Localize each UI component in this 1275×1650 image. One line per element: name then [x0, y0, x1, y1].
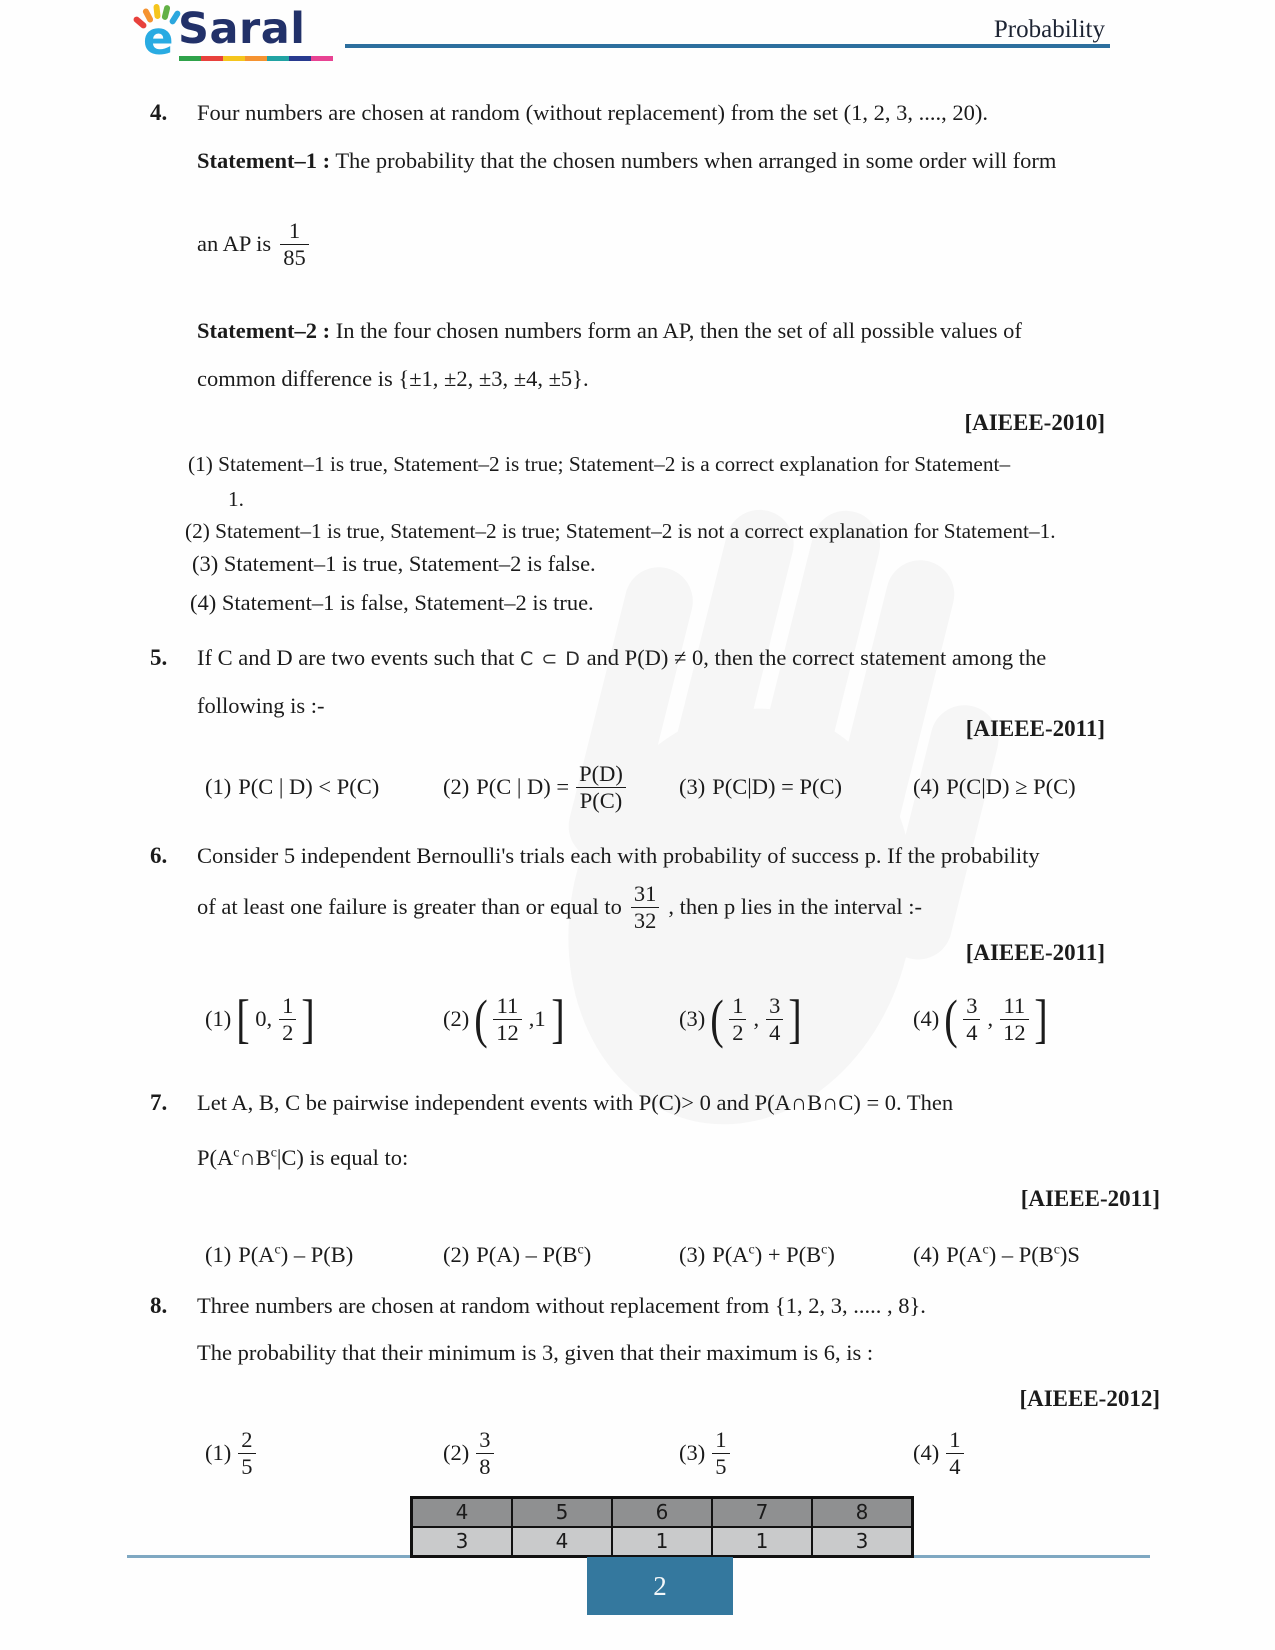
answers-table: [410, 1496, 914, 1558]
q7-line1: Let A, B, C be pairwise independent events with P(C)> 0 and P(A∩B∩C) = 0. Then: [197, 1090, 954, 1115]
answers-table-value-cell: 4: [512, 1527, 612, 1556]
logo-underline: [179, 56, 333, 61]
q8-option-2: (2) $\frac{3}{8}$: [443, 1427, 679, 1480]
answers-table-value-cell: 3: [812, 1527, 912, 1556]
q4-statement1-text: The probability that the chosen numbers when arranged in some order will form: [335, 148, 1057, 173]
q6-options: [205, 980, 1165, 1058]
esaral-logo: [143, 4, 353, 65]
q4-ap-pre: an AP is: [197, 231, 272, 257]
q4-source-tag: [AIEEE-2010]: [964, 410, 1105, 435]
page-number-box: [587, 1557, 733, 1615]
q6-option-3: (3) ( $\frac{1}{2}$ , $\frac{3}{4}$ ]: [679, 988, 803, 1049]
q6-line2: of at least one failure is greater than or equal to $\frac{31}{32}$ , then p lies in the interval :-: [197, 880, 923, 933]
answers-table-value-cell: 1: [612, 1527, 712, 1556]
answers-table-header-cell: 6: [612, 1498, 712, 1527]
q5-option-2-fraction: $\frac{P(D)}{P(C)}$: [576, 761, 626, 814]
q8-line2: The probability that their minimum is 3, given that their maximum is 6, is :: [197, 1340, 874, 1365]
q5-subset-expression: C ⊂ D: [520, 648, 581, 670]
q4-option-3: (3) Statement–1 is true, Statement–2 is false.: [192, 551, 596, 576]
answers-table-header-cell: 7: [712, 1498, 812, 1527]
q5-line1: If C and D are two events such that C ⊂ D and P(D) ≠ 0, then the correct statement among the: [197, 645, 1047, 670]
q4-statement2-label: Statement–2 :: [197, 318, 331, 343]
q5-line2: following is :-: [197, 693, 325, 718]
q4-option-1-cont: 1.: [228, 487, 244, 511]
q6-number: 6.: [150, 843, 168, 868]
q7-option-2: (2) $P(A) - P(B^c)$: [443, 1242, 592, 1267]
q8-option-4: (4) $\frac{1}{4}$: [913, 1427, 1165, 1480]
q4-statement1-label: Statement–1 :: [197, 148, 331, 173]
answers-table-value-cell: 3: [412, 1527, 512, 1556]
q8-line1: Three numbers are chosen at random without replacement from {1, 2, 3, ..... , 8}.: [197, 1293, 926, 1318]
q4-option-4: (4) Statement–1 is false, Statement–2 is true.: [190, 590, 594, 615]
q4-ap-fraction: $\frac{1}{85}$: [280, 218, 309, 271]
q8-number: 8.: [150, 1293, 168, 1318]
q4-statement2-line2: common difference is {±1, ±2, ±3, ±4, ±5}.: [197, 366, 589, 391]
q5-option-4: (4) P(C|D) ≥ P(C): [913, 774, 1076, 799]
q7-source-tag: [AIEEE-2011]: [1020, 1186, 1160, 1211]
page-number: 2: [653, 1570, 667, 1601]
q6-option-1: (1) [ 0, $\frac{1}{2}$ ]: [205, 988, 316, 1049]
q7-option-1: (1) $P(A^c) - P(B)$: [205, 1242, 354, 1267]
q4-statement2: [197, 318, 1022, 344]
q7-number: 7.: [150, 1090, 168, 1115]
q4-number: 4.: [150, 100, 168, 125]
q8-option-3: (3) $\frac{1}{5}$: [679, 1427, 913, 1480]
q6-line2-fraction: $\frac{31}{32}$: [631, 881, 660, 934]
q4-intro: Four numbers are chosen at random (without replacement) from the set (1, 2, 3, ...., 20).: [197, 100, 989, 125]
q4-option-1: (1) Statement–1 is true, Statement–2 is true; Statement–2 is a correct explanation for Statement–: [188, 452, 1011, 476]
logo-wordmark: Saral: [178, 4, 306, 54]
q4-statement1: [197, 148, 1056, 174]
q4-option-2: (2) Statement–1 is true, Statement–2 is true; Statement–2 is not a correct explanation for Statement–1.: [185, 519, 1056, 543]
q4-statement2-text: In the four chosen numbers form an AP, then the set of all possible values of: [335, 318, 1022, 343]
q7-line2: $P(A^c\cap B^c|C)$ is equal to:: [197, 1145, 409, 1170]
q7-options: [205, 1238, 1170, 1272]
q8-option-1: (1) $\frac{2}{5}$: [205, 1427, 443, 1480]
page-topic: Probability: [993, 16, 1105, 43]
q8-source-tag: [AIEEE-2012]: [1019, 1386, 1160, 1411]
q5-option-3: (3) P(C|D) = P(C): [679, 774, 842, 799]
answers-table-header-cell: 5: [512, 1498, 612, 1527]
q7-option-4: (4) $P(A^c) - P(B^c)S$: [913, 1242, 1080, 1267]
q5-number: 5.: [150, 645, 168, 670]
answers-table-value-cell: 1: [712, 1527, 812, 1556]
q5-option-1: (1) P(C | D) < P(C): [205, 774, 380, 799]
q6-option-2: (2) ( $\frac{11}{12}$ ,1 ]: [443, 988, 565, 1049]
q5-source-tag: [AIEEE-2011]: [965, 716, 1105, 741]
q8-options: [205, 1424, 1165, 1482]
logo-letter-e: e: [143, 12, 174, 65]
answers-table-header-cell: 4: [412, 1498, 512, 1527]
q5-option-2: (2) P(C | D) = $\frac{P(D)}{P(C)}$: [443, 761, 679, 814]
q4-ap-line: [197, 218, 309, 271]
header-rule: [345, 44, 1110, 48]
q6-source-tag: [AIEEE-2011]: [965, 940, 1105, 965]
q5-options: [205, 745, 1165, 829]
q6-line1: Consider 5 independent Bernoulli's trials each with probability of success p. If the probability: [197, 843, 1040, 868]
answers-table-header-cell: 8: [812, 1498, 912, 1527]
q6-option-4: (4) ( $\frac{3}{4}$ , $\frac{11}{12}$ ]: [913, 988, 1048, 1049]
q7-option-3: (3) $P(A^c) + P(B^c)$: [679, 1242, 835, 1267]
